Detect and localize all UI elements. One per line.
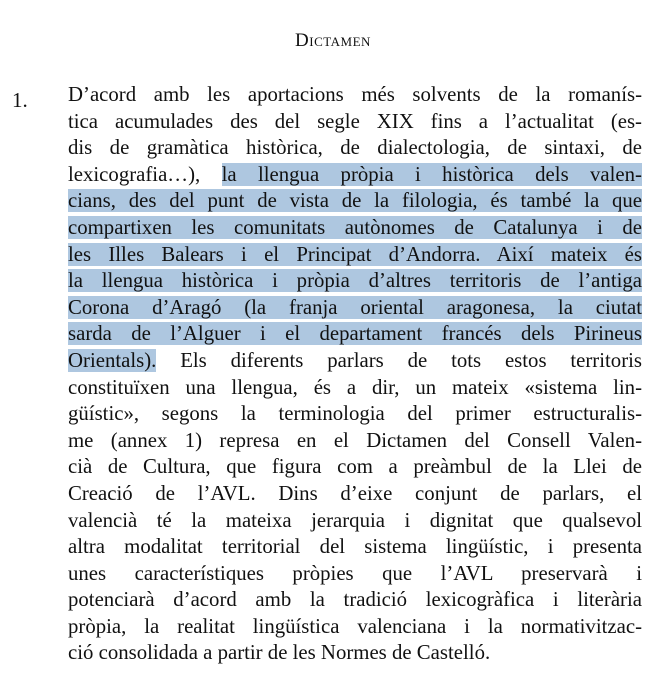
line-text: D’acord amb les aportacions més solvents de la romanís- xyxy=(68,83,642,106)
text-line xyxy=(68,188,642,215)
text-line xyxy=(68,348,642,375)
paragraph-number: 1. xyxy=(12,88,28,112)
line-text: me (annex 1) represa en el Dictamen del Consell Valen- xyxy=(68,428,642,452)
line-text: unes característiques pròpies que l’AVL preservarà i xyxy=(68,561,642,585)
highlighted-text[interactable]: sarda de l’Alguer i el departament francés dels Pirineus xyxy=(68,322,642,346)
text-line xyxy=(68,295,642,322)
paragraph-body[interactable] xyxy=(68,82,642,667)
highlighted-text[interactable]: Corona d’Aragó (la franja oriental aragonesa, la ciutat xyxy=(68,295,642,319)
highlighted-text[interactable]: la llengua històrica i pròpia d’altres territoris de l’antiga xyxy=(68,269,642,293)
text-line xyxy=(68,587,642,614)
highlighted-text[interactable]: la llengua pròpia i històrica dels valen- xyxy=(221,162,642,186)
text-line xyxy=(68,428,642,455)
line-text: constituïxen una llengua, és a dir, un mateix «sistema lin- xyxy=(68,375,642,399)
text-line xyxy=(68,82,642,109)
text-line xyxy=(68,640,642,667)
highlighted-text[interactable]: les Illes Balears i el Principat d’Andorra. Així mateix és xyxy=(68,242,642,266)
text-line xyxy=(68,454,642,481)
text-line xyxy=(68,481,642,508)
line-text: cià de Cultura, que figura com a preàmbul de la Llei de xyxy=(68,455,642,479)
highlighted-text[interactable]: cians, des del punt de vista de la filologia, és també la que xyxy=(68,189,642,213)
line-text: altra modalitat territorial del sistema lingüístic, i presenta xyxy=(68,535,642,559)
text-line xyxy=(68,135,642,162)
line-text: güístic», segons la terminologia del primer estructuralis- xyxy=(68,402,642,426)
line-text: potenciarà d’acord amb la tradició lexicogràfica i literària xyxy=(68,588,642,612)
line-text: valencià té la mateixa jerarquia i dignitat que qualsevol xyxy=(68,508,642,532)
line-text: pròpia, la realitat lingüística valenciana i la normativitzac- xyxy=(68,614,642,638)
text-line xyxy=(68,321,642,348)
line-text: ció consolidada a partir de les Normes de Castelló. xyxy=(68,641,491,665)
text-line xyxy=(68,614,642,641)
section-title: Dictamen xyxy=(295,30,371,51)
text-line xyxy=(68,215,642,242)
text-line xyxy=(68,401,642,428)
line-text: Els diferents parlars de tots estos territoris xyxy=(156,348,642,372)
line-text: Creació de l’AVL. Dins d’eixe conjunt de parlars, el xyxy=(68,481,642,505)
text-line xyxy=(68,268,642,295)
highlighted-text[interactable]: compartixen les comunitats autònomes de Catalunya i de xyxy=(68,215,642,239)
text-line xyxy=(68,508,642,535)
text-line xyxy=(68,375,642,402)
line-text: tica acumulades des del segle XIX fins a l’actualitat (es- xyxy=(68,109,642,133)
line-text: lexicografia…), xyxy=(68,162,222,186)
highlighted-text[interactable]: Orientals). xyxy=(68,348,157,372)
line-text: dis de gramàtica històrica, de dialectologia, de sintaxi, de xyxy=(68,136,642,160)
text-line xyxy=(68,162,642,189)
text-line xyxy=(68,242,642,269)
text-line xyxy=(68,534,642,561)
text-line xyxy=(68,109,642,136)
text-line xyxy=(68,561,642,588)
